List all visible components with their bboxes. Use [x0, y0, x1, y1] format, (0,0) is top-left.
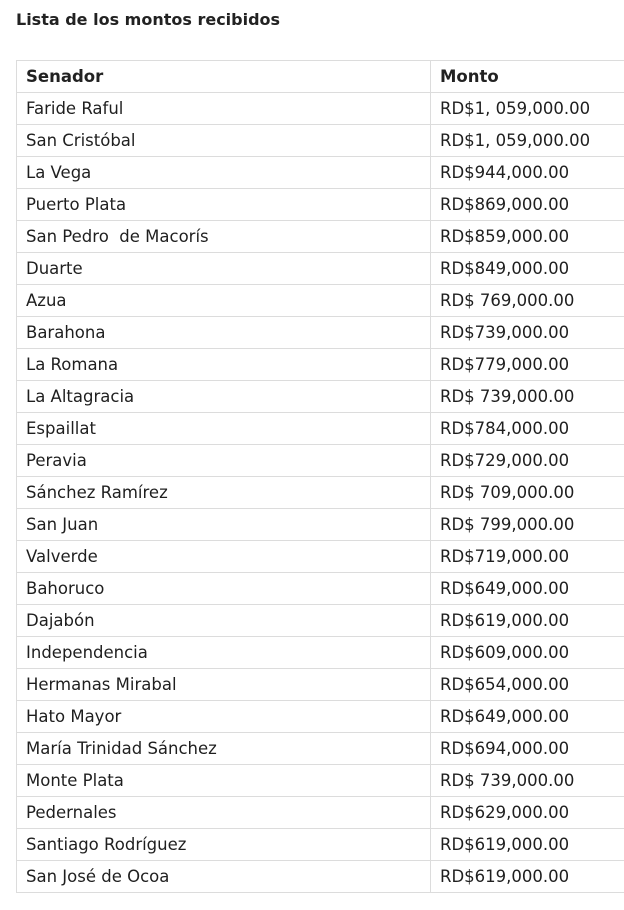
senador-cell: La Vega: [17, 157, 431, 189]
header-senador: Senador: [17, 61, 431, 93]
monto-cell: RD$649,000.00: [431, 701, 624, 733]
senador-cell: Pedernales: [17, 797, 431, 829]
senador-cell: Espaillat: [17, 413, 431, 445]
monto-cell: RD$779,000.00: [431, 349, 624, 381]
monto-cell: RD$739,000.00: [431, 317, 624, 349]
senador-cell: San Cristóbal: [17, 125, 431, 157]
table-row: [17, 701, 624, 733]
table-row: [17, 381, 624, 413]
amounts-table: [16, 60, 624, 893]
senador-cell: Hermanas Mirabal: [17, 669, 431, 701]
table-row: [17, 189, 624, 221]
monto-cell: RD$ 799,000.00: [431, 509, 624, 541]
monto-cell: RD$619,000.00: [431, 861, 624, 893]
table-row: [17, 445, 624, 477]
table-row: [17, 861, 624, 893]
monto-cell: RD$1, 059,000.00: [431, 125, 624, 157]
monto-cell: RD$784,000.00: [431, 413, 624, 445]
table-row: [17, 253, 624, 285]
monto-cell: RD$649,000.00: [431, 573, 624, 605]
table-row: [17, 637, 624, 669]
table-row: [17, 285, 624, 317]
monto-cell: RD$619,000.00: [431, 605, 624, 637]
monto-cell: RD$ 739,000.00: [431, 381, 624, 413]
table-row: [17, 93, 624, 125]
senador-cell: Duarte: [17, 253, 431, 285]
senador-cell: Faride Raful: [17, 93, 431, 125]
senador-cell: Azua: [17, 285, 431, 317]
monto-cell: RD$ 739,000.00: [431, 765, 624, 797]
senador-cell: María Trinidad Sánchez: [17, 733, 431, 765]
monto-cell: RD$859,000.00: [431, 221, 624, 253]
senador-cell: San Juan: [17, 509, 431, 541]
header-monto: Monto: [431, 61, 624, 93]
table-row: [17, 541, 624, 573]
table-row: [17, 477, 624, 509]
page-title: Lista de los montos recibidos: [16, 10, 281, 29]
senador-cell: Monte Plata: [17, 765, 431, 797]
table-row: [17, 221, 624, 253]
senador-cell: Valverde: [17, 541, 431, 573]
table-row: [17, 765, 624, 797]
senador-cell: Barahona: [17, 317, 431, 349]
table-row: [17, 829, 624, 861]
table-row: [17, 509, 624, 541]
senador-cell: Peravia: [17, 445, 431, 477]
monto-cell: RD$629,000.00: [431, 797, 624, 829]
senador-cell: San Pedro de Macorís: [17, 221, 431, 253]
senador-cell: La Romana: [17, 349, 431, 381]
senador-cell: San José de Ocoa: [17, 861, 431, 893]
monto-cell: RD$944,000.00: [431, 157, 624, 189]
table-row: [17, 413, 624, 445]
monto-cell: RD$849,000.00: [431, 253, 624, 285]
table-row: [17, 669, 624, 701]
table-row: [17, 317, 624, 349]
monto-cell: RD$869,000.00: [431, 189, 624, 221]
monto-cell: RD$619,000.00: [431, 829, 624, 861]
monto-cell: RD$694,000.00: [431, 733, 624, 765]
table-row: [17, 349, 624, 381]
table-body: [17, 93, 624, 893]
senador-cell: Dajabón: [17, 605, 431, 637]
monto-cell: RD$1, 059,000.00: [431, 93, 624, 125]
table-header-row: [17, 61, 624, 93]
table-row: [17, 605, 624, 637]
senador-cell: Santiago Rodríguez: [17, 829, 431, 861]
senador-cell: Sánchez Ramírez: [17, 477, 431, 509]
monto-cell: RD$729,000.00: [431, 445, 624, 477]
senador-cell: Bahoruco: [17, 573, 431, 605]
table-row: [17, 797, 624, 829]
senador-cell: Puerto Plata: [17, 189, 431, 221]
monto-cell: RD$ 709,000.00: [431, 477, 624, 509]
monto-cell: RD$654,000.00: [431, 669, 624, 701]
senador-cell: Hato Mayor: [17, 701, 431, 733]
monto-cell: RD$ 769,000.00: [431, 285, 624, 317]
table-row: [17, 125, 624, 157]
table-row: [17, 573, 624, 605]
monto-cell: RD$719,000.00: [431, 541, 624, 573]
senador-cell: La Altagracia: [17, 381, 431, 413]
table-row: [17, 157, 624, 189]
table-row: [17, 733, 624, 765]
monto-cell: RD$609,000.00: [431, 637, 624, 669]
senador-cell: Independencia: [17, 637, 431, 669]
